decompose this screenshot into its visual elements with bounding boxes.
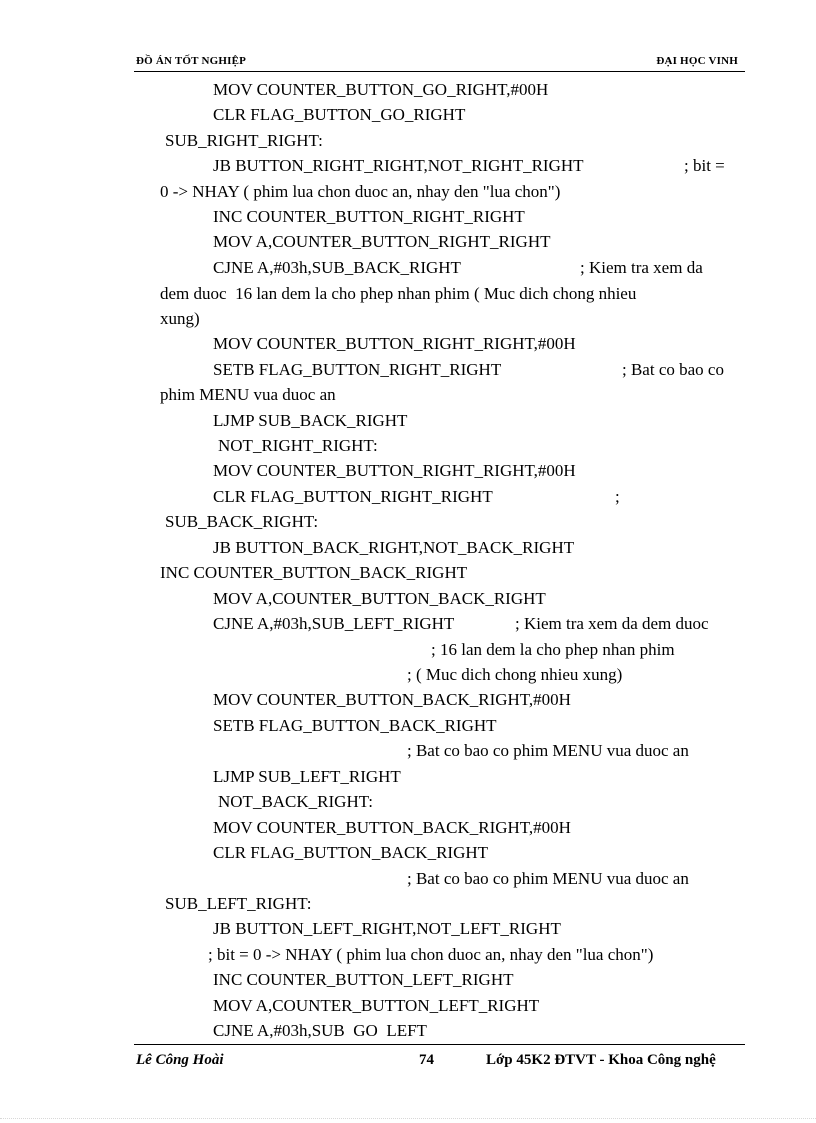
code-line: MOV A,COUNTER_BUTTON_RIGHT_RIGHT xyxy=(213,232,551,251)
code-line: LJMP SUB_BACK_RIGHT xyxy=(213,411,408,430)
header-rule xyxy=(134,71,745,72)
code-line: JB BUTTON_LEFT_RIGHT,NOT_LEFT_RIGHT xyxy=(213,919,561,938)
code-line: JB BUTTON_RIGHT_RIGHT,NOT_RIGHT_RIGHT xyxy=(213,156,584,175)
code-line: MOV COUNTER_BUTTON_RIGHT_RIGHT,#00H xyxy=(213,461,576,480)
code-line: CLR FLAG_BUTTON_GO_RIGHT xyxy=(213,105,466,124)
code-line: INC COUNTER_BUTTON_BACK_RIGHT xyxy=(160,563,468,582)
code-comment: ; Bat co bao co xyxy=(622,360,724,379)
code-line: phim MENU vua duoc an xyxy=(160,385,336,404)
code-line: JB BUTTON_BACK_RIGHT,NOT_BACK_RIGHT xyxy=(213,538,575,557)
code-line: CJNE A,#03h,SUB GO LEFT xyxy=(213,1021,427,1040)
code-comment: ; bit = xyxy=(684,156,725,175)
code-comment: ; Kiem tra xem da xyxy=(580,258,703,277)
footer-author: Lê Công Hoài xyxy=(136,1052,224,1068)
code-comment: ; ( Muc dich chong nhieu xung) xyxy=(407,665,623,684)
header-right-title: ĐẠI HỌC VINH xyxy=(656,55,738,67)
code-line: MOV COUNTER_BUTTON_BACK_RIGHT,#00H xyxy=(213,690,571,709)
code-line: MOV COUNTER_BUTTON_GO_RIGHT,#00H xyxy=(213,80,549,99)
code-line: CJNE A,#03h,SUB_BACK_RIGHT xyxy=(213,258,461,277)
code-label: SUB_RIGHT_RIGHT: xyxy=(165,131,323,150)
code-label: SUB_BACK_RIGHT: xyxy=(165,512,319,531)
code-line: INC COUNTER_BUTTON_LEFT_RIGHT xyxy=(213,970,514,989)
code-comment: ; xyxy=(615,487,620,506)
code-line: MOV COUNTER_BUTTON_RIGHT_RIGHT,#00H xyxy=(213,334,576,353)
code-line: dem duoc 16 lan dem la cho phep nhan phim ( Muc dich chong nhieu xyxy=(160,284,637,303)
code-line: CLR FLAG_BUTTON_BACK_RIGHT xyxy=(213,843,489,862)
code-label: NOT_RIGHT_RIGHT: xyxy=(218,436,378,455)
code-comment: ; Bat co bao co phim MENU vua duoc an xyxy=(407,869,689,888)
footer-class-info: Lớp 45K2 ĐTVT - Khoa Công nghệ xyxy=(486,1052,716,1068)
code-label: SUB_LEFT_RIGHT: xyxy=(165,894,312,913)
code-line: SETB FLAG_BUTTON_RIGHT_RIGHT xyxy=(213,360,502,379)
page-edge-divider xyxy=(0,1118,816,1119)
code-line: xung) xyxy=(160,309,200,328)
header-left-title: ĐỒ ÁN TỐT NGHIỆP xyxy=(136,55,247,67)
code-comment: ; 16 lan dem la cho phep nhan phim xyxy=(431,640,675,659)
code-comment: ; Kiem tra xem da dem duoc xyxy=(515,614,709,633)
code-line: 0 -> NHAY ( phim lua chon duoc an, nhay den "lua chon") xyxy=(160,182,561,201)
code-line: CLR FLAG_BUTTON_RIGHT_RIGHT xyxy=(213,487,493,506)
code-line: CJNE A,#03h,SUB_LEFT_RIGHT xyxy=(213,614,455,633)
code-comment: ; bit = 0 -> NHAY ( phim lua chon duoc an, nhay den "lua chon") xyxy=(208,945,654,964)
code-label: NOT_BACK_RIGHT: xyxy=(218,792,373,811)
code-line: MOV A,COUNTER_BUTTON_BACK_RIGHT xyxy=(213,589,546,608)
code-comment: ; Bat co bao co phim MENU vua duoc an xyxy=(407,741,689,760)
code-line: MOV A,COUNTER_BUTTON_LEFT_RIGHT xyxy=(213,996,540,1015)
code-line: SETB FLAG_BUTTON_BACK_RIGHT xyxy=(213,716,497,735)
page-number: 74 xyxy=(419,1052,434,1068)
code-line: MOV COUNTER_BUTTON_BACK_RIGHT,#00H xyxy=(213,818,571,837)
code-line: LJMP SUB_LEFT_RIGHT xyxy=(213,767,401,786)
footer-rule xyxy=(134,1044,745,1045)
code-line: INC COUNTER_BUTTON_RIGHT_RIGHT xyxy=(213,207,525,226)
